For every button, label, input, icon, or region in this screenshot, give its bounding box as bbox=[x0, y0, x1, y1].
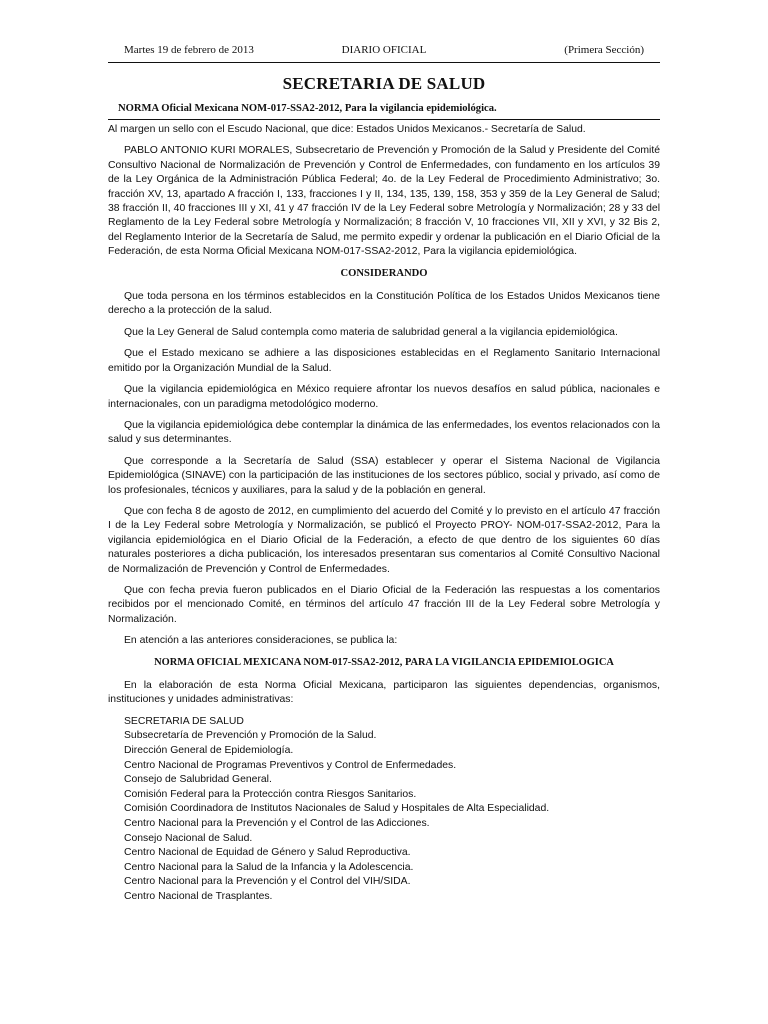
header-section: (Primera Sección) bbox=[564, 44, 644, 56]
dependencies-list bbox=[108, 715, 660, 905]
list-item: SECRETARIA DE SALUD bbox=[124, 715, 244, 727]
considerando-paragraph: Que toda persona en los términos establecidos en la Constitución Política de los Estados Unidos Mexicanos tiene derecho a la protección de la salud. bbox=[108, 291, 660, 317]
considerando-paragraph: Que la Ley General de Salud contempla como materia de salubridad general a la vigilancia epidemiológica. bbox=[124, 326, 618, 338]
document-body bbox=[108, 123, 660, 905]
participants-intro: En la elaboración de esta Norma Oficial Mexicana, participaron las siguientes dependencias, organismos, instituciones y unidades administrativas: bbox=[108, 680, 660, 706]
running-header bbox=[124, 44, 644, 60]
section-title: SECRETARIA DE SALUD bbox=[282, 74, 486, 93]
list-item: Centro Nacional de Programas Preventivos y Control de Enfermedades. bbox=[124, 759, 457, 771]
header-journal: DIARIO OFICIAL bbox=[341, 44, 427, 56]
norma-title-line: NORMA Oficial Mexicana NOM-017-SSA2-2012, Para la vigilancia epidemiológica. bbox=[118, 103, 497, 114]
considerando-paragraph: Que con fecha previa fueron publicados en el Diario Oficial de la Federación las respuestas a los comentarios recibidos por el mencionado Comité, en términos del artículo 47 fracción III de la Ley Federal sobre Metrología y Normalización. bbox=[108, 584, 660, 625]
considerando-paragraph: Que la vigilancia epidemiológica debe contemplar la dinámica de las enfermedades, los eventos relacionados con la salud y sus determinantes. bbox=[108, 419, 660, 446]
considerando-paragraph: Que el Estado mexicano se adhiere a las disposiciones establecidas en el Reglamento Sanitario Internacional emitido por la Organización Mundial de la Salud. bbox=[108, 348, 660, 374]
norma-heading: NORMA OFICIAL MEXICANA NOM-017-SSA2-2012, PARA LA VIGILANCIA EPIDEMIOLOGICA bbox=[154, 656, 614, 668]
considerando-paragraph: Que la vigilancia epidemiológica en México requiere afrontar los nuevos desafíos en salud pública, nacionales e internacionales, con un paradigma metodológico moderno. bbox=[108, 384, 660, 410]
list-item: Consejo Nacional de Salud. bbox=[124, 832, 253, 844]
list-item: Consejo de Salubridad General. bbox=[124, 774, 272, 786]
publication-intro: En atención a las anteriores consideraciones, se publica la: bbox=[124, 635, 398, 647]
list-item: Dirección General de Epidemiología. bbox=[124, 745, 294, 756]
list-item: Centro Nacional para la Prevención y el Control del VIH/SIDA. bbox=[124, 876, 411, 888]
list-item: Comisión Coordinadora de Institutos Nacionales de Salud y Hospitales de Alta Especialidad. bbox=[124, 803, 550, 815]
considerando-paragraph: Que corresponde a la Secretaría de Salud (SSA) establecer y operar el Sistema Nacional de Vigilancia Epidemiológica (SINAVE) con la participación de las instituciones de los sectores público, social y privado, así como de los profesionales, técnicos y auxiliares, para la salud y de la población en general. bbox=[108, 455, 660, 496]
norma-rule bbox=[108, 119, 660, 120]
intro-paragraph: PABLO ANTONIO KURI MORALES, Subsecretario de Prevención y Promoción de la Salud y Presidente del Comité Consultivo Nacional de Normalización de Prevención y Control de Enfermedades, con fundamento en los artículos 39 de la Ley Orgánica de la Administración Pública Federal; 4o. de la Ley Federal de Procedimiento Administrativo; 3o. fracción XV, 13, apartado A fracción I, 133, fracciones I y II, 134, 135, 139, 158, 353 y 359 de la Ley General de Salud; 38 fracción II, 40 fracciones III y XI, 41 y 47 fracción IV de la Ley Federal sobre Metrología y Normalización; 28 y 33 del Reglamento de la Ley Federal sobre Metrología y Normalización; 8 fracción V, 10 fracciones VII, XII y XVI, y 32 Bis 2, del Reglamento Interior de la Secretaría de Salud, me permito expedir y ordenar la publicación en el Diario Oficial de la Federación, de esta Norma Oficial Mexicana NOM-017-SSA2-2012, Para la vigilancia epidemiológica. bbox=[108, 145, 660, 258]
considerando-heading: CONSIDERANDO bbox=[340, 267, 428, 279]
list-item: Centro Nacional de Equidad de Género y Salud Reproductiva. bbox=[124, 847, 411, 859]
considerando-paragraph: Que con fecha 8 de agosto de 2012, en cumplimiento del acuerdo del Comité y lo previsto en el artículo 47 fracción I de la Ley Federal sobre Metrología y Normalización, se publicó el Proyecto PROY- NOM-017-SSA2-2012, Para la vigilancia epidemiológica en el Diario Oficial de la Federación, a efecto de que dentro de los siguientes 60 días naturales posteriores a dicha publicación, los interesados presentaran sus comentarios al Comité Consultivo Nacional de Normalización de Prevención y Control de Enfermedades. bbox=[108, 505, 660, 575]
list-item: Centro Nacional para la Prevención y el Control de las Adicciones. bbox=[124, 817, 430, 829]
header-date: Martes 19 de febrero de 2013 bbox=[124, 44, 254, 56]
margin-note: Al margen un sello con el Escudo Nacional, que dice: Estados Unidos Mexicanos.- Secretaría de Salud. bbox=[108, 124, 586, 135]
list-item: Centro Nacional para la Salud de la Infancia y la Adolescencia. bbox=[124, 861, 414, 873]
list-item: Comisión Federal para la Protección contra Riesgos Sanitarios. bbox=[124, 788, 417, 800]
list-item: Centro Nacional de Trasplantes. bbox=[124, 890, 273, 902]
list-item: Subsecretaría de Prevención y Promoción de la Salud. bbox=[124, 730, 377, 742]
header-rule bbox=[108, 62, 660, 63]
